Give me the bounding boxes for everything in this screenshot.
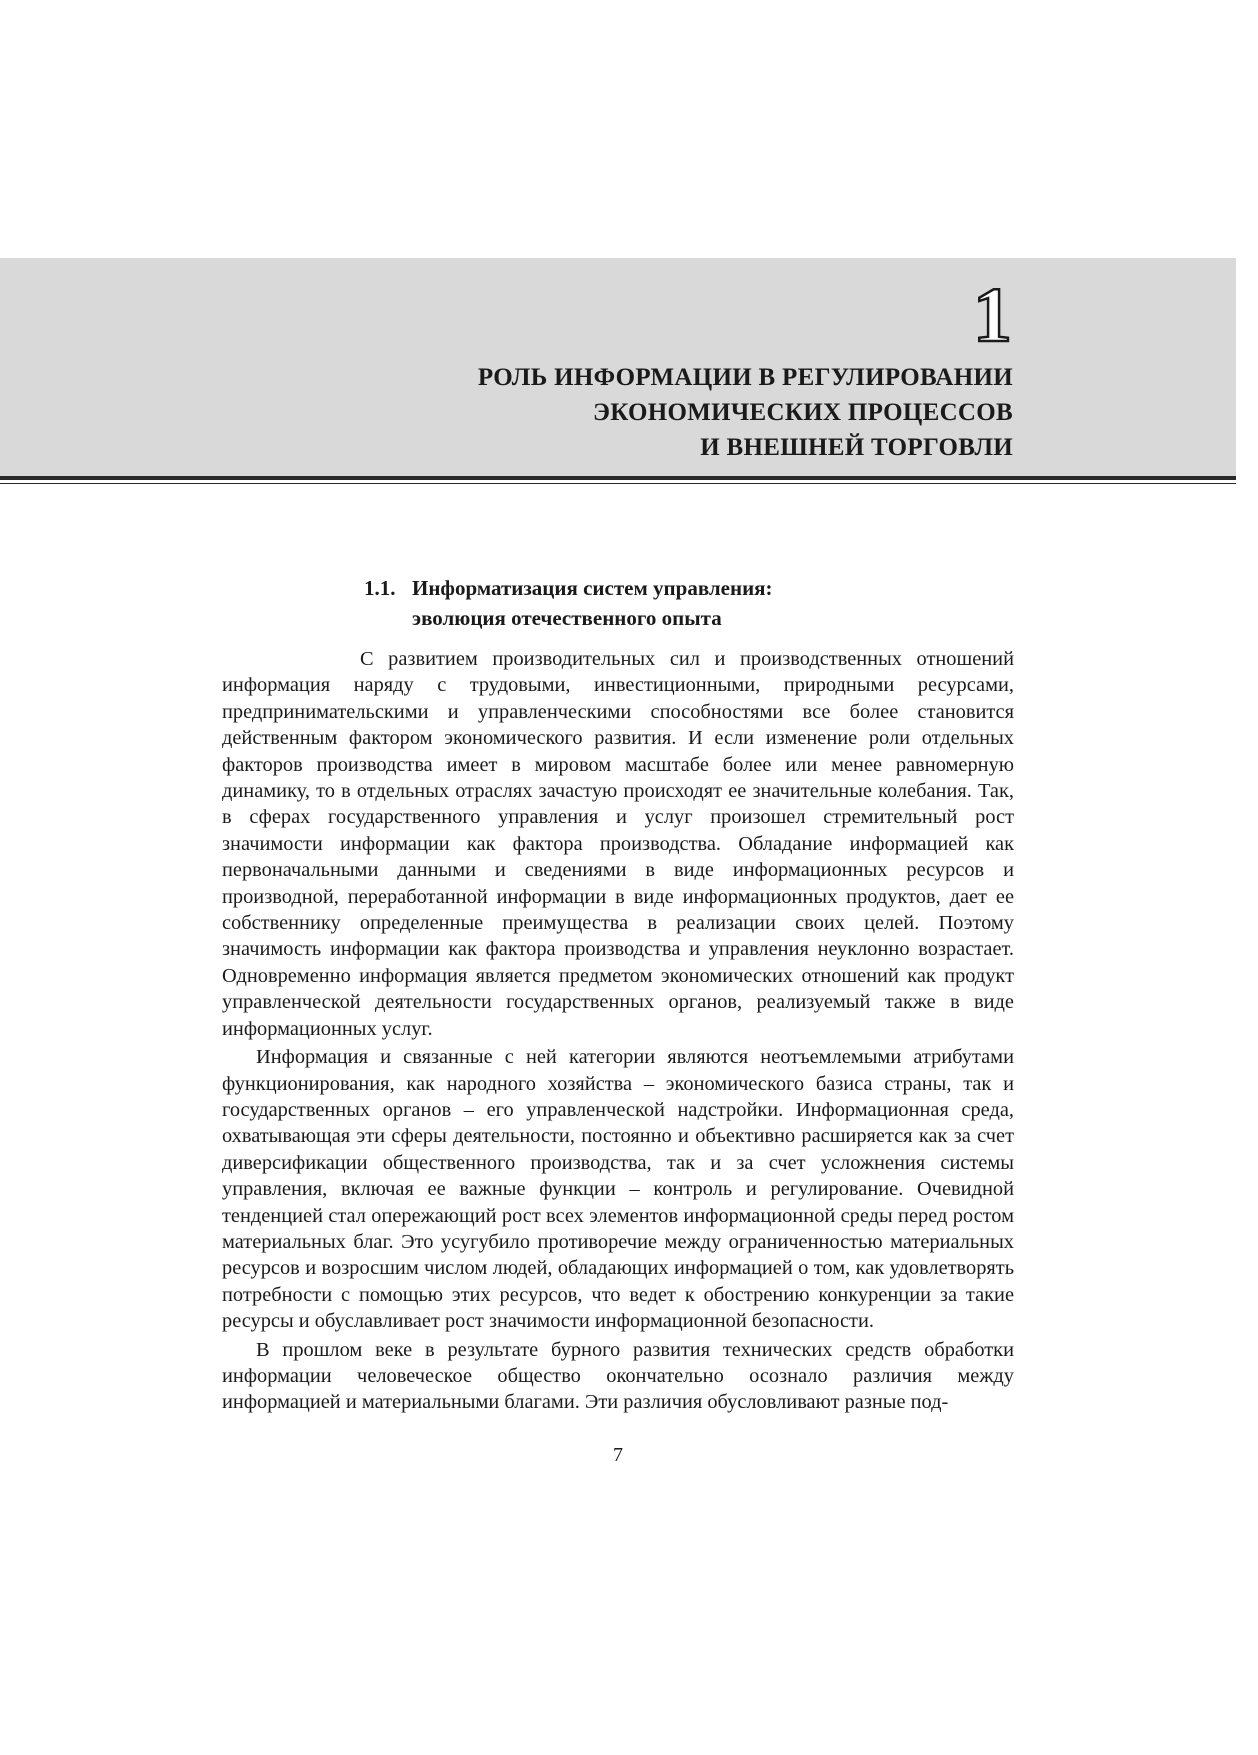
paragraph: В прошлом веке в результате бурного развития технических средств обработки информации человеческое общество окончательно осознало различия между информацией и материальными благами. Эти различия обусловливают разные под- bbox=[222, 1338, 1014, 1414]
paragraph: Информация и связанные с ней категории являются неотъемлемыми атрибутами функционирования, как народного хозяйства – экономического базиса страны, так и государственных органов – его управленческой надстройки. Информационная среда, охватывающая эти сферы деятельности, постоянно и объективно расширяется как за счет диверсификации общественного производства, так и за счет усложнения системы управления, включая ее важные функции – контроль и регулирование. Очевидной тенденцией стал опережающий рост всех элементов информационной среды перед ростом материальных благ. Это усугубило противоречие между ограниченностью материальных ресурсов и возросшим числом людей, обладающих информацией о том, как удовлетворять потребности с помощью этих ресурсов, что ведет к обострению конкуренции за такие ресурсы и обуславливает рост значимости информационной безопасности. bbox=[222, 1046, 1014, 1333]
chapter-divider-thick bbox=[0, 476, 1236, 480]
chapter-number: 1 bbox=[973, 271, 1012, 358]
chapter-divider-thin bbox=[0, 483, 1236, 484]
body-text bbox=[222, 646, 1014, 1418]
section-title-line: Информатизация систем управления: bbox=[412, 576, 773, 600]
chapter-title bbox=[313, 360, 1013, 465]
chapter-title-line: И ВНЕШНЕЙ ТОРГОВЛИ bbox=[700, 434, 1013, 461]
section-heading bbox=[364, 573, 773, 633]
chapter-title-line: ЭКОНОМИЧЕСКИХ ПРОЦЕССОВ bbox=[592, 399, 1013, 426]
section-number: 1.1. bbox=[364, 576, 396, 600]
chapter-title-line: РОЛЬ ИНФОРМАЦИИ В РЕГУЛИРОВАНИИ bbox=[477, 364, 1013, 391]
section-title-line: эволюция отечественного опыта bbox=[412, 606, 722, 630]
paragraph: С развитием производительных сил и производственных отношений информация наряду с трудовыми, инвестиционными, природными ресурсами, предпринимательскими и управленческими способностями все более становится действенным фактором экономического развития. И если изменение роли отдельных факторов производства имеет в мировом масштабе более или менее равномерную динамику, то в отдельных отраслях зачастую происходят ее значительные колебания. Так, в сферах государственного управления и услуг произошел стремительный рост значимости информации как фактора производства. Обладание информацией как первоначальными данными и сведениями в виде информационных ресурсов и производной, переработанной информации в виде информационных продуктов, дает ее собственнику определенные преимущества в реализации своих целей. Поэтому значимость информации как фактора производства и управления неуклонно возрастает. Одновременно информация является предметом экономических отношений как продукт управленческой деятельности государственных органов, реализуемый также в виде информационных услуг. bbox=[222, 648, 1014, 1040]
page-number: 7 bbox=[613, 1444, 623, 1466]
